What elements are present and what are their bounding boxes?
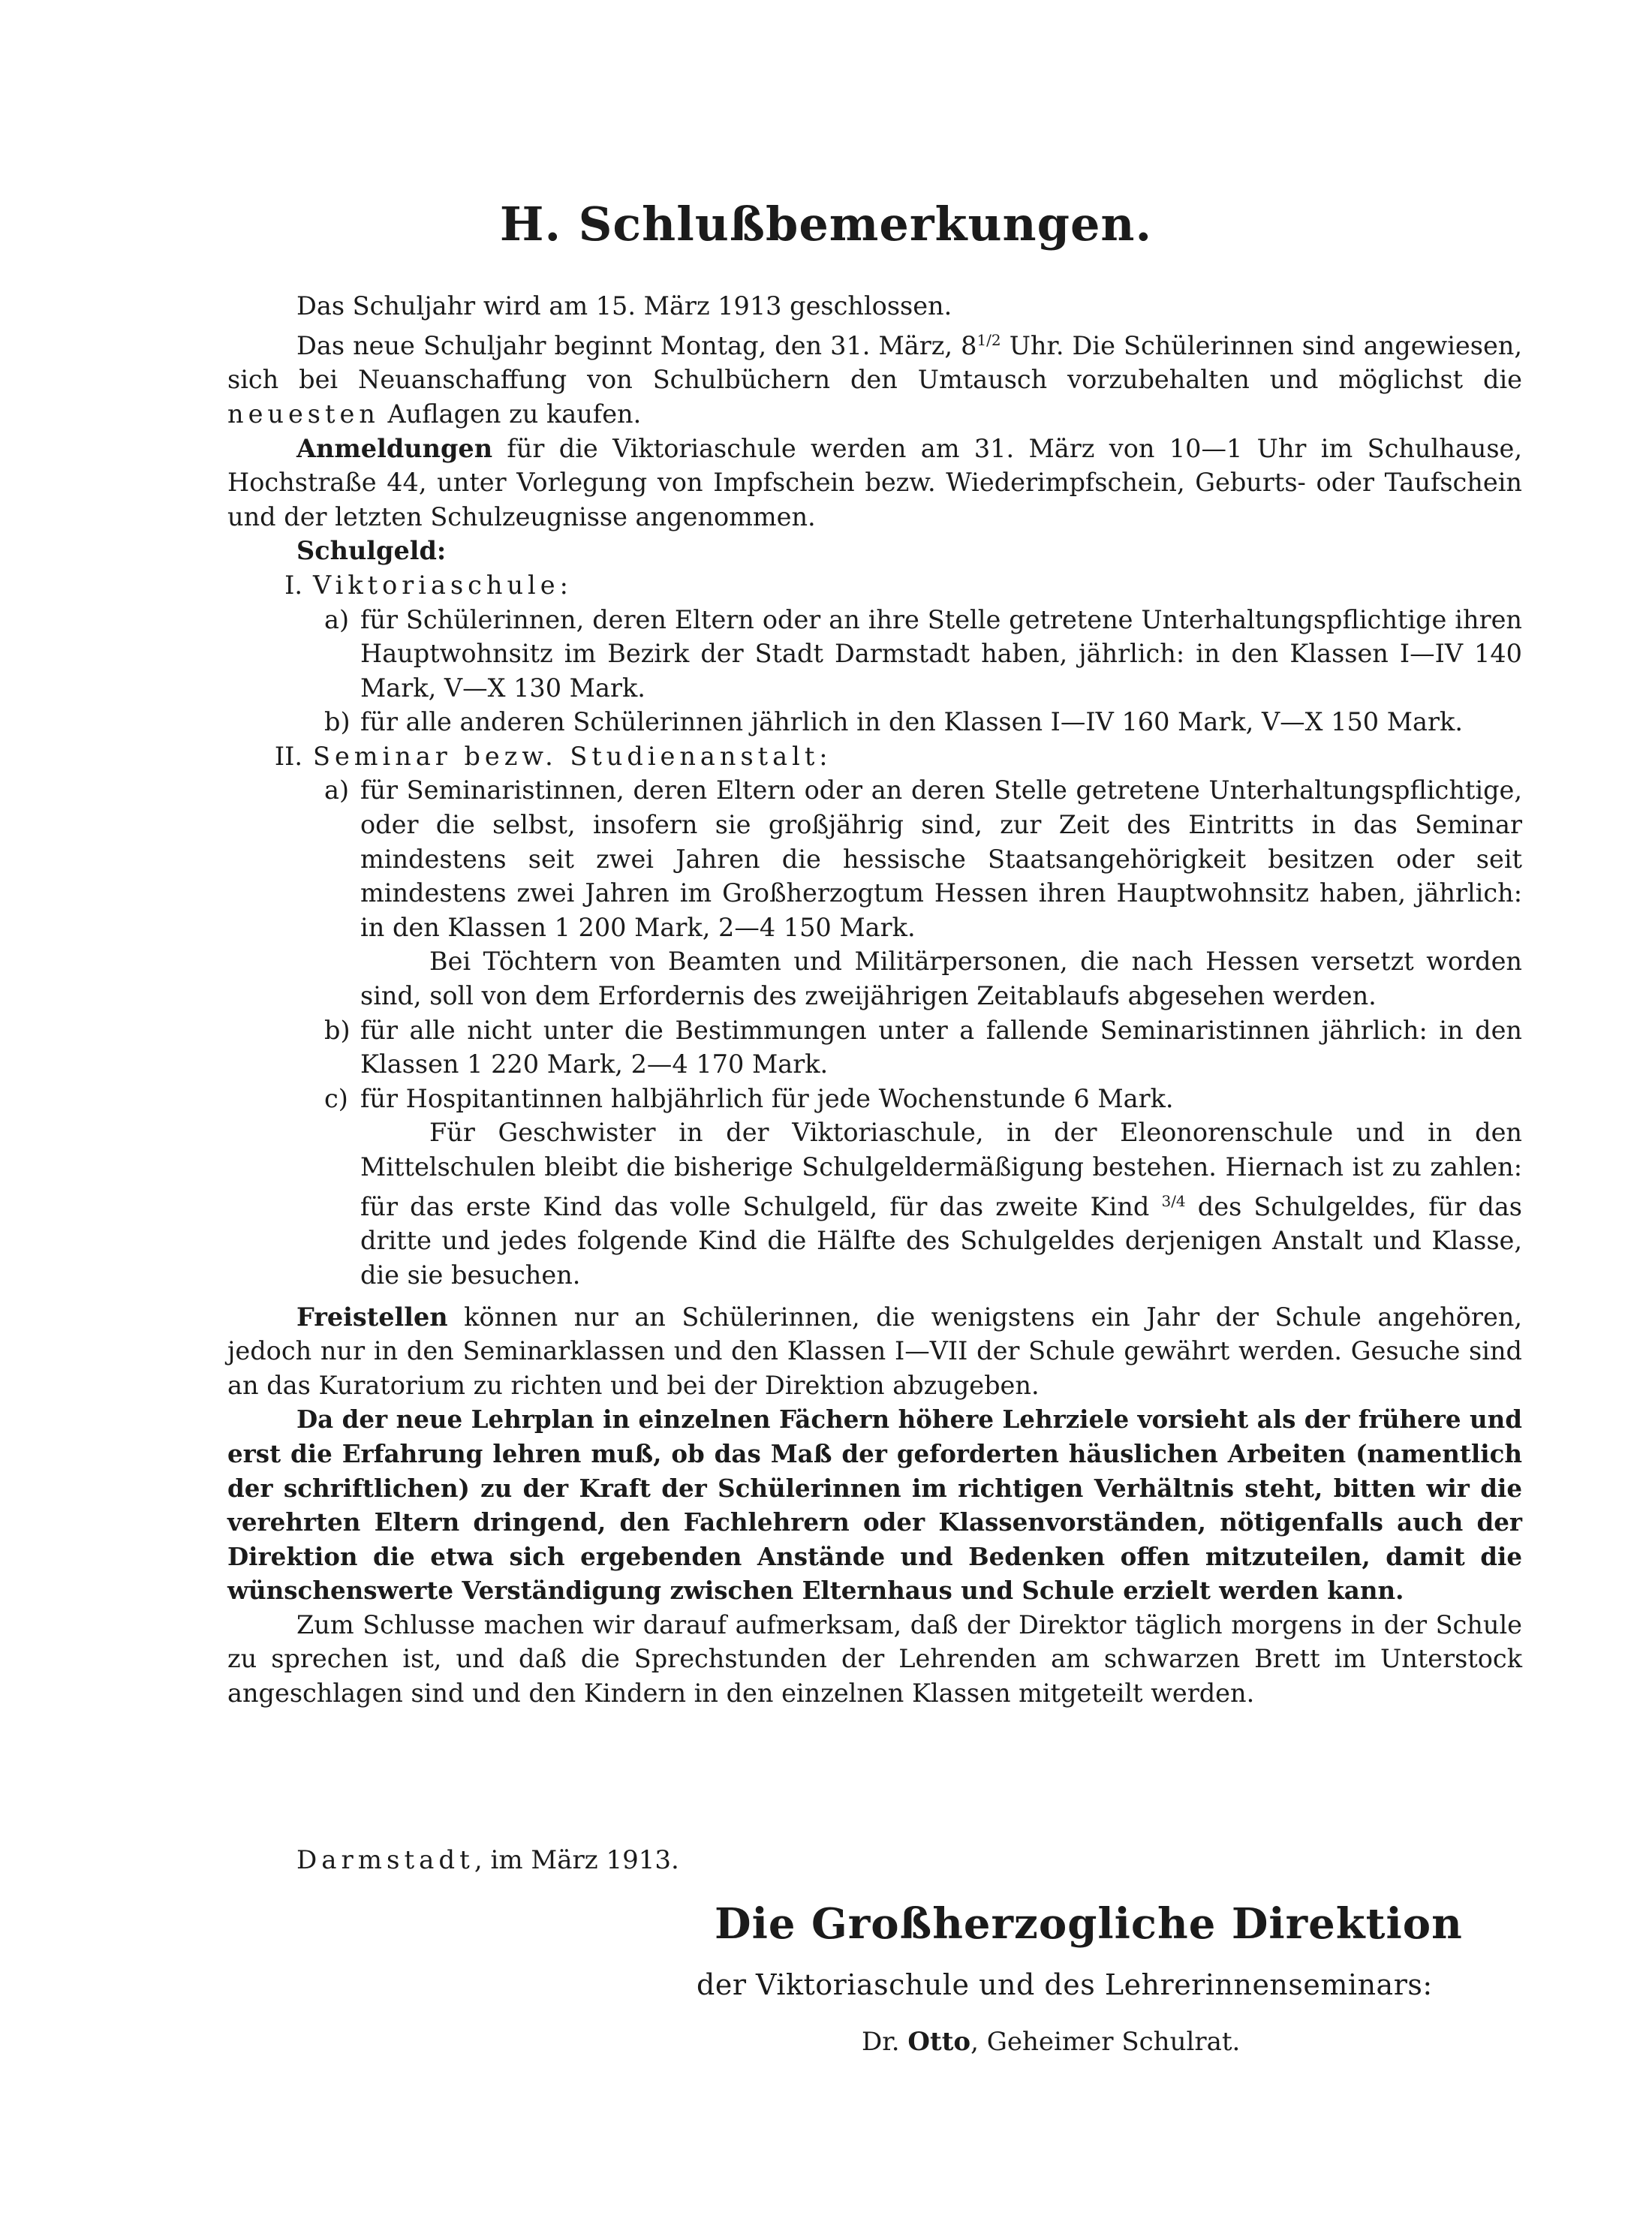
keyword-anmeldungen: Anmeldungen — [296, 433, 493, 463]
signature-name — [0, 2027, 1652, 2057]
item-2c — [324, 1082, 1522, 1293]
signature-institution: der Viktoriaschule und des Lehrerinnenseminars: — [697, 1968, 1433, 2001]
signature-title: , Geheimer Schulrat. — [970, 2027, 1241, 2057]
place-date — [296, 1845, 679, 1875]
item-body-2c — [360, 1082, 1522, 1293]
item-text-2b: für alle nicht unter die Bestimmungen unter a fallende Seminaristinnen jährlich: in den Klassen 1 220 Mark, 2—4 170 Mark. — [360, 1015, 1522, 1079]
text-new-schuljahr-a: Das neue Schuljahr beginnt Montag, den 31. März, 8 — [296, 330, 977, 360]
item-subtext-2c-a: Für Geschwister in der Viktoriaschule, in der Eleonorenschule und in den Mittelschulen bleibt die bisherige Schulgeldermäßigung bestehen. Hiernach ist zu zahlen: für das erste Kind das volle Schulgeld, für das zweite Kind — [360, 1118, 1522, 1221]
text-new-schuljahr-c: Auflagen zu kaufen. — [379, 399, 642, 429]
section-number-2: II. — [274, 741, 302, 771]
item-1b — [324, 705, 1522, 739]
section-title-viktoriaschule: Viktoriaschule: — [313, 570, 573, 600]
document-body — [227, 289, 1522, 1711]
item-text-2c: für Hospitantinnen halbjährlich für jede Wochenstunde 6 Mark. — [360, 1083, 1174, 1113]
item-1a — [324, 603, 1522, 706]
section-seminar — [257, 739, 1522, 774]
text-schuljahr-end: Das Schuljahr wird am 15. März 1913 geschlossen. — [296, 291, 952, 321]
item-label-2a: a) — [324, 775, 350, 805]
place-name: Darmstadt — [296, 1845, 474, 1875]
paragraph-schluss: Zum Schlusse machen wir darauf aufmerksam, daß der Direktor täglich morgens in der Schule zu sprechen ist, und daß die Sprechstunden der Lehrenden am schwarzen Brett im Unterstock angeschlagen sind und den Kindern in den einzelnen Klassen mitgeteilt werden. — [227, 1609, 1522, 1709]
paragraph-freistellen — [227, 1300, 1522, 1403]
item-2b — [324, 1013, 1522, 1082]
item-2a — [324, 773, 1522, 1013]
section-heading: H. Schlußbemerkungen. — [499, 197, 1153, 251]
paragraph-schuljahr-end — [227, 289, 1522, 324]
section-number-1: I. — [284, 570, 302, 600]
keyword-freistellen: Freistellen — [296, 1302, 448, 1332]
paragraph-schulgeld-label — [227, 534, 1522, 568]
paragraph-new-schuljahr — [227, 324, 1522, 432]
item-subtext-2c-b: des Schulgeldes, für das dritte und jedes folgende Kind die Hälfte des Schulgeldes derjenigen Anstalt und Klasse, die sie besuchen. — [360, 1191, 1522, 1290]
item-text-1a: für Schülerinnen, deren Eltern oder an ihre Stelle getretene Unterhaltungspflichtige ihren Hauptwohnsitz im Bezirk der Stadt Darmstadt haben, jährlich: in den Klassen I—IV 140 Mark, V—X 130 Mark. — [360, 604, 1522, 703]
item-label-2c: c) — [324, 1083, 348, 1113]
text-neuesten: neuesten — [227, 399, 380, 429]
paragraph-lehrplan: Da der neue Lehrplan in einzelnen Fächern höhere Lehrziele vorsieht als der frühere und erst die Erfahrung lehren muß, ob das Maß der geforderten häuslichen Arbeiten (namentlich der schriftlichen) zu der Kraft der Schülerinnen im richtigen Verhältnis steht, bitten wir die verehrten Eltern dringend, den Fachlehrern oder Klassenvorständen, nötigenfalls auch der Direktion die etwa sich ergebenden Anstände und Bedenken offen mitzuteilen, damit die wünschenswerte Verständigung zwischen Elternhaus und Schule erzielt werden kann. — [227, 1405, 1522, 1606]
text-freistellen: können nur an Schülerinnen, die wenigstens ein Jahr der Schule angehören, jedoch nur in den Seminarklassen und den Klassen I—VII der Schule gewährt werden. Gesuche sind an das Kuratorium zu richten und bei der Direktion abzugeben. — [227, 1302, 1522, 1400]
item-subtext-2c — [360, 1115, 1522, 1292]
item-text-2a: für Seminaristinnen, deren Eltern oder an deren Stelle getretene Unterhaltungspflichtige, oder die selbst, insofern sie großjährig sind, zur Zeit des Eintritts in das Seminar mindestens seit zwei Jahren die hessische Staatsangehörigkeit besitzen oder seit mindestens zwei Jahren im Großherzogtum Hessen ihren Hauptwohnsitz haben, jährlich: in den Klassen 1 200 Mark, 2—4 150 Mark. — [360, 775, 1522, 942]
keyword-schulgeld: Schulgeld: — [296, 536, 447, 566]
item-body-2a — [360, 773, 1522, 1013]
text-new-schuljahr-b: Uhr. Die Schülerinnen sind angewiesen, sich bei Neuanschaffung von Schulbüchern den Umtausch vorzubehalten und möglichst die — [227, 330, 1522, 395]
fraction-half: 1/2 — [976, 330, 1001, 349]
signature-surname: Otto — [907, 2027, 971, 2057]
item-subtext-2a: Bei Töchtern von Beamten und Militärpersonen, die nach Hessen versetzt worden sind, soll von dem Erfordernis des zweijährigen Zeitablaufs abgesehen werden. — [360, 947, 1522, 1011]
fraction-three-quarters: 3/4 — [1161, 1191, 1186, 1210]
date-text: , im März 1913. — [474, 1845, 679, 1875]
section-viktoriaschule — [257, 568, 1522, 603]
signature-direktion: Die Großherzogliche Direktion — [715, 1899, 1463, 1949]
item-label-1b: b) — [324, 707, 351, 737]
paragraph-anmeldungen — [227, 432, 1522, 534]
section-title-seminar: Seminar bezw. Studienanstalt: — [313, 741, 832, 771]
item-text-1b: für alle anderen Schülerinnen jährlich in den Klassen I—IV 160 Mark, V—X 150 Mark. — [360, 707, 1463, 737]
item-label-2b: b) — [324, 1015, 351, 1045]
text-anmeldungen: für die Viktoriaschule werden am 31. März von 10—1 Uhr im Schulhause, Hochstraße 44, unter Vorlegung von Impfschein bezw. Wiederimpfschein, Geburts- oder Taufschein und der letzten Schulzeugnisse angenommen. — [227, 433, 1522, 531]
signature-prefix: Dr. — [862, 2027, 908, 2057]
item-label-1a: a) — [324, 604, 350, 634]
